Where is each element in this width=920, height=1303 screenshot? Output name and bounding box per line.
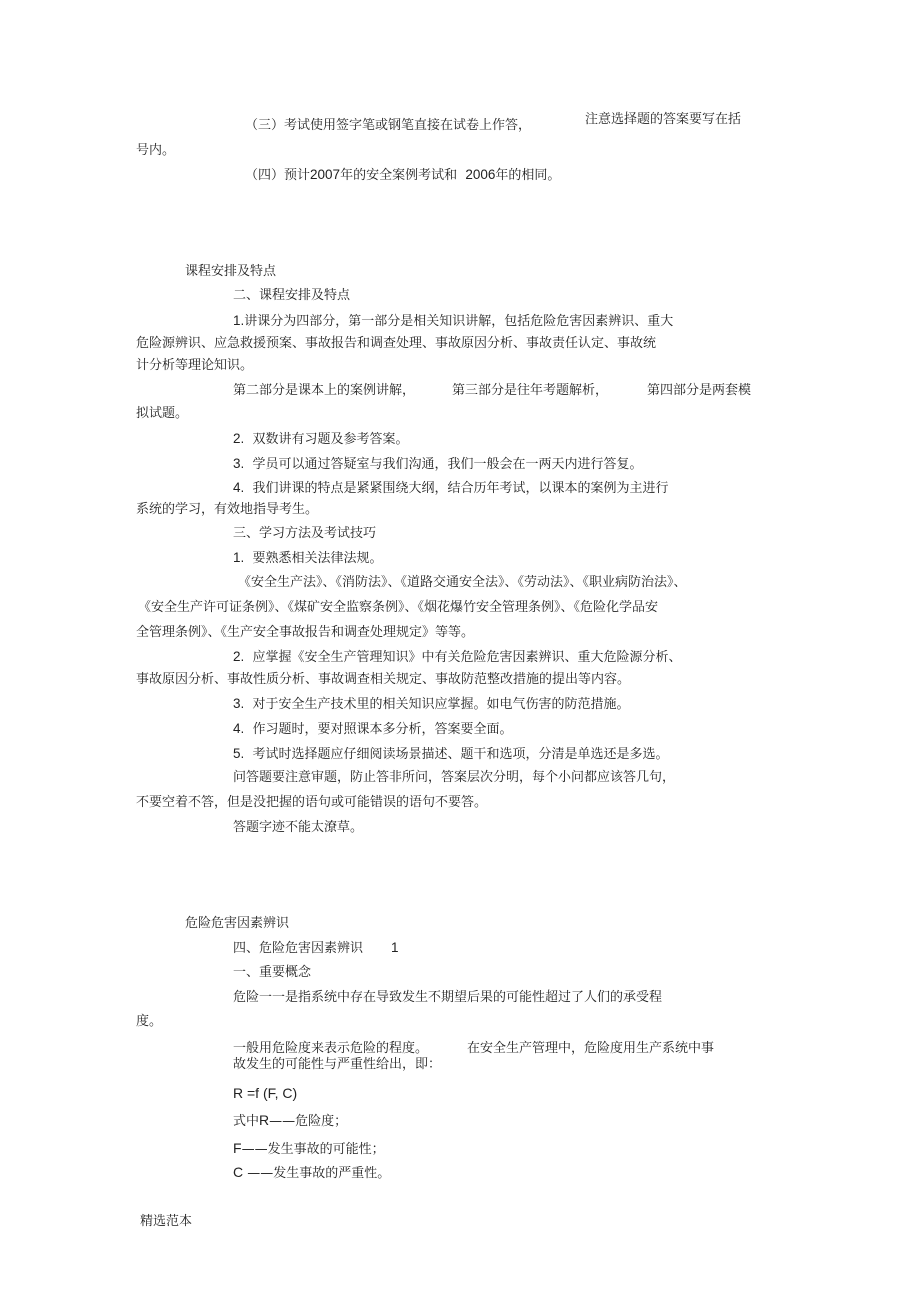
year-2006: 2006 (465, 167, 496, 182)
course-item-4-num: 4. (233, 480, 245, 495)
method-item-2-num: 2. (233, 649, 245, 664)
section-heading-hazard: 危险危害因素辨识 (185, 916, 290, 931)
formula-where-pre: 式中 (233, 1114, 260, 1129)
formula-f (233, 1140, 385, 1158)
course-item-1-num: 1. (233, 313, 245, 328)
laws-line-1: 《安全生产法》、《消防法》、《道路交通安全法》、《劳动法》、《职业病防治法》、 (238, 575, 687, 590)
risk-formula: R =f (F, C) (233, 1085, 298, 1101)
laws-line-2: 《安全生产许可证条例》、《煤矿安全监察条例》、《烟花爆竹安全管理条例》、《危险化学品安 (138, 600, 659, 615)
course-item-3-text: 学员可以通过答疑室与我们沟通，我们一般会在一两天内进行答复。 (252, 457, 643, 472)
exam-note-4-mid: 年的安全案例考试和 (340, 168, 458, 183)
course-item-2-num: 2. (233, 431, 245, 446)
exam-note-3-wrap: 号内。 (136, 143, 176, 158)
subheading-hazard-text: 四、危险危害因素辨识 (233, 941, 364, 956)
course-part-4: 第四部分是两套模 (647, 383, 752, 398)
method-item-4-text: 作习题时，要对照课本多分析，答案要全面。 (252, 722, 513, 737)
course-part-4-wrap: 拟试题。 (136, 406, 189, 421)
course-item-1 (233, 313, 673, 330)
method-item-4-num: 4. (233, 721, 245, 736)
method-item-3 (233, 696, 630, 713)
course-item-3 (233, 456, 643, 473)
course-item-1-line2: 危险源辨识、应急救援预案、事故报告和调查处理、事故原因分析、事故责任认定、事故统 (136, 336, 657, 351)
exam-note-3 (245, 118, 531, 134)
method-item-5-text: 考试时选择题应仔细阅读场景描述、题干和选项，分清是单选还是多选。 (252, 747, 669, 762)
method-item-1 (233, 550, 383, 567)
subheading-hazard-num: 1 (391, 940, 399, 955)
year-2007: 2007 (310, 167, 341, 182)
course-item-2-text: 双数讲有习题及参考答案。 (252, 432, 409, 447)
exam-note-3-tail: 注意选择题的答案要写在括 (585, 112, 742, 127)
formula-c (233, 1164, 390, 1182)
method-item-3-num: 3. (233, 696, 245, 711)
course-item-1-text: 讲课分为四部分，第一部分是相关知识讲解，包括危险危害因素辨识、重大 (244, 314, 674, 329)
subheading-course: 二、课程安排及特点 (233, 288, 351, 303)
laws-line-3: 全管理条例》、《生产安全事故报告和调查处理规定》等等。 (136, 625, 475, 640)
danger-measure-mid: 在安全生产管理中，危险度用生产系统中事 (467, 1041, 715, 1056)
method-item-1-num: 1. (233, 550, 245, 565)
method-item-1-text: 要熟悉相关法律法规。 (252, 551, 383, 566)
method-item-4 (233, 721, 513, 738)
course-item-4-text: 我们讲课的特点是紧紧围绕大纲，结合历年考试，以课本的案例为主进行 (252, 481, 669, 496)
formula-c-def: ——发生事故的严重性。 (243, 1166, 391, 1181)
method-item-2-line2: 事故原因分析、事故性质分析、事故调查相关规定、事故防范整改措施的提出等内容。 (136, 672, 631, 687)
formula-where (233, 1112, 347, 1130)
subheading-hazard (233, 940, 399, 957)
danger-definition-line2: 度。 (136, 1014, 163, 1029)
danger-measure-line2: 故发生的可能性与严重性给出，即： (233, 1057, 442, 1072)
handwriting-tip: 答题字迹不能太潦草。 (233, 820, 364, 835)
course-item-1-line3: 计分析等理论知识。 (136, 358, 254, 373)
qa-tip: 问答题要注意审题，防止答非所问，答案层次分明，每个小问都应该答几句， (233, 770, 676, 785)
subheading-methods: 三、学习方法及考试技巧 (233, 526, 377, 541)
danger-definition: 危险一一是指系统中存在导致发生不期望后果的可能性超过了人们的承受程 (233, 990, 663, 1005)
method-item-2-text: 应掌握《安全生产管理知识》中有关危险危害因素辨识、重大危险源分析、 (252, 650, 682, 665)
footer-label: 精选范本 (140, 1214, 193, 1229)
qa-tip-line2: 不要空着不答，但是没把握的语句或可能错误的语句不要答。 (136, 795, 488, 810)
danger-measure: 一般用危险度来表示危险的程度。 (233, 1041, 429, 1056)
course-item-2 (233, 431, 409, 448)
formula-symbol-r: R (259, 1112, 270, 1128)
concept-heading: 一、重要概念 (233, 965, 312, 980)
method-item-3-text: 对于安全生产技术里的相关知识应掌握。如电气伤害的防范措施。 (252, 697, 630, 712)
course-part-2: 第二部分是课本上的案例讲解， (233, 383, 416, 398)
exam-note-3-text: （三）考试使用签字笔或钢笔直接在试卷上作答， (245, 118, 532, 133)
course-item-4 (233, 480, 669, 497)
section-heading-course: 课程安排及特点 (185, 264, 277, 279)
formula-symbol-c: C (233, 1164, 244, 1180)
method-item-2 (233, 649, 682, 666)
method-item-5 (233, 746, 669, 763)
course-item-4-line2: 系统的学习，有效地指导考生。 (136, 502, 319, 517)
formula-f-def: ——发生事故的可能性； (241, 1142, 385, 1157)
exam-note-4 (245, 167, 560, 184)
course-part-3: 第三部分是往年考题解析， (452, 383, 609, 398)
exam-note-4-post: 年的相同。 (495, 168, 561, 183)
formula-symbol-f: F (233, 1140, 242, 1156)
exam-note-4-pre: （四）预计 (245, 168, 311, 183)
formula-where-post: ——危险度； (269, 1114, 348, 1129)
course-item-3-num: 3. (233, 456, 245, 471)
method-item-5-num: 5. (233, 746, 245, 761)
